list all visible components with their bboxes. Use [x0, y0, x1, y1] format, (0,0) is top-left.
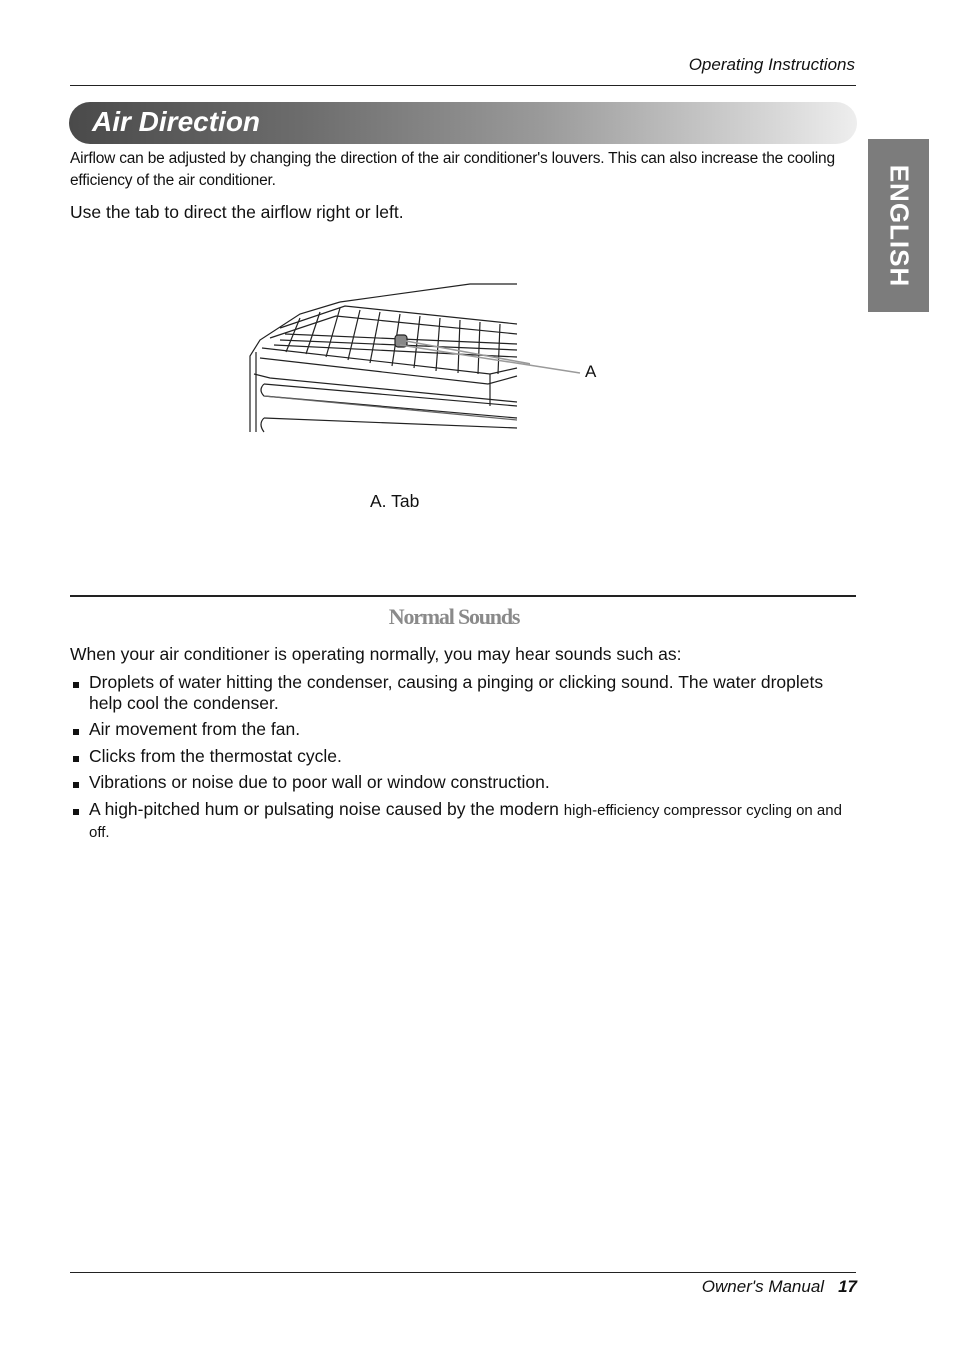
footer-manual-label: Owner's Manual: [701, 1277, 825, 1296]
normal-sounds-heading: [0, 604, 954, 630]
section-title: Air Direction: [92, 106, 261, 137]
running-header: Operating Instructions: [688, 55, 855, 74]
air-direction-instruction: Use the tab to direct the airflow right or left.: [70, 202, 404, 222]
page-number: 17: [838, 1277, 857, 1296]
section-divider: [70, 595, 856, 597]
footer-rule: [70, 1272, 856, 1273]
normal-sounds-intro: When your air conditioner is operating normally, you may hear sounds such as:: [70, 644, 682, 664]
list-item-text: Vibrations or noise due to poor wall or window construction.: [89, 772, 550, 792]
section-title-bar: [69, 102, 857, 144]
list-item-text: Air movement from the fan.: [89, 719, 301, 739]
figure-caption: A. Tab: [370, 491, 420, 511]
bullet-icon: [73, 756, 79, 762]
list-item-text: A high-pitched hum or pulsating noise caused by the modern: [89, 799, 559, 819]
footer: [702, 1277, 857, 1297]
normal-sounds-list: [70, 672, 850, 843]
bullet-icon: [73, 729, 79, 735]
bullet-icon: [73, 682, 79, 688]
list-item-text: Droplets of water hitting the condenser, causing a pinging or clicking sound. The water droplets help cool the condenser.: [89, 672, 824, 713]
list-item: [70, 772, 850, 793]
bullet-icon: [73, 809, 79, 815]
language-tab-label: ENGLISH: [884, 164, 914, 287]
list-item-text: Clicks from the thermostat cycle.: [89, 746, 342, 766]
air-direction-intro: Airflow can be adjusted by changing the direction of the air conditioner's louvers. This can also increase the cooling efficiency of the air conditioner.: [70, 150, 835, 189]
language-tab: [868, 139, 929, 312]
list-item: [70, 746, 850, 767]
header-rule: [70, 85, 856, 86]
figure-callout-a: A: [585, 362, 597, 381]
list-item: [70, 672, 850, 714]
callout-leader-line: [400, 340, 582, 380]
list-item-text-continued: high-efficiency compressor cycling on and off.: [89, 802, 842, 841]
list-item: [70, 719, 850, 740]
normal-sounds-heading-text: Normal Sounds: [388, 604, 520, 629]
list-item: [70, 799, 850, 843]
bullet-icon: [73, 782, 79, 788]
